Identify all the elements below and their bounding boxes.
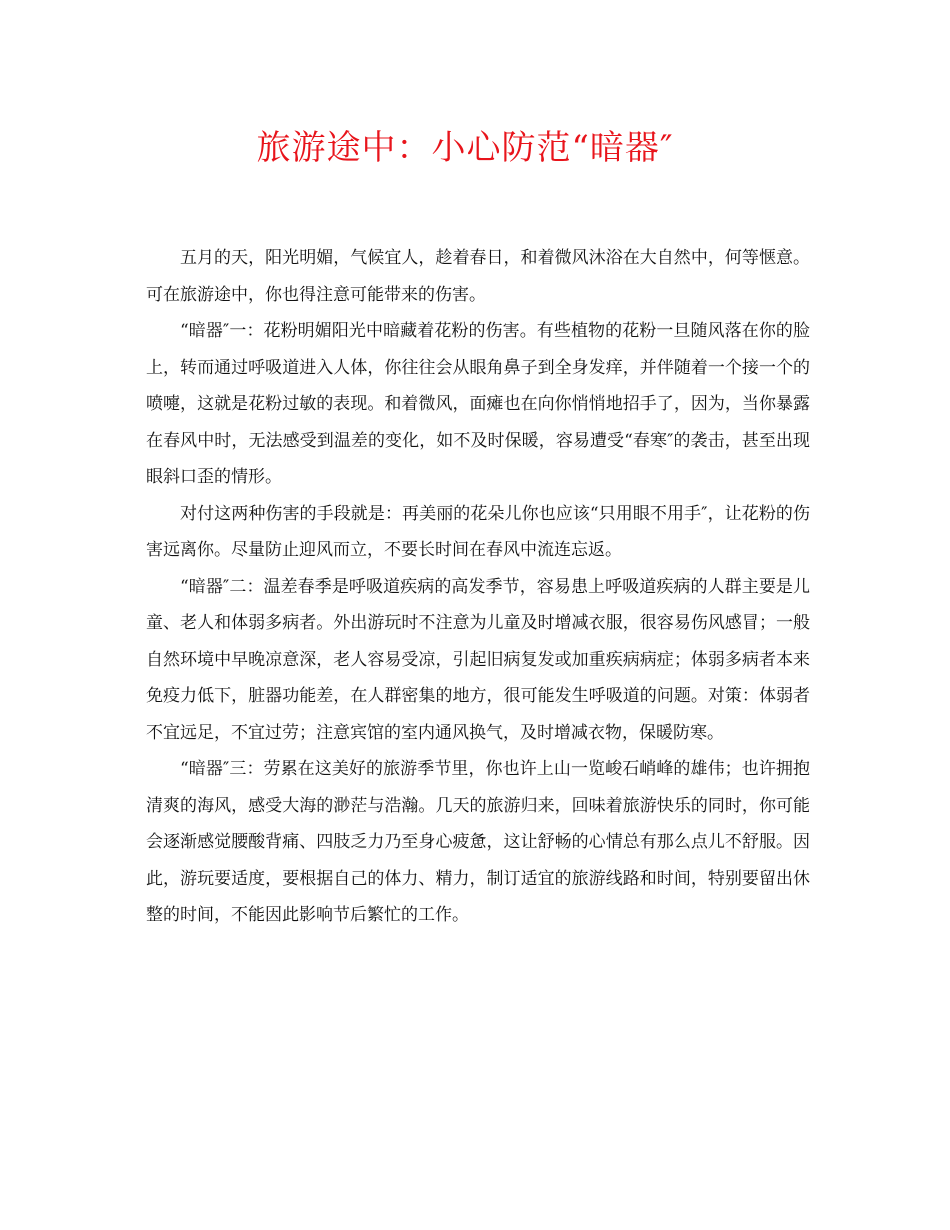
document-title: 旅游途中：小心防范“暗器″	[256, 128, 674, 168]
paragraph-hazard-one-pollen: “暗器″一：花粉明媚阳光中暗藏着花粉的伤害。有些植物的花粉一旦随风落在你的脸上，转而通过呼吸道进入人体，你往往会从眼角鼻子到全身发痒，并伴随着一个接一个的喷嚏，这就是花粉过敏的表现。和着微风，面瘫也在向你悄悄地招手了，因为，当你暴露在春风中时，无法感受到温差的变化，如不及时保暖，容易遭受“春寒″的袭击，甚至出现眼斜口歪的情形。	[146, 321, 810, 487]
paragraph-intro: 五月的天，阳光明媚，气候宜人，趁着春日，和着微风沐浴在大自然中，何等惬意。可在旅游途中，你也得注意可能带来的伤害。	[146, 248, 810, 305]
paragraph-hazard-three-fatigue: “暗器″三：劳累在这美好的旅游季节里，你也许上山一览峻石峭峰的雄伟；也许拥抱清爽的海风，感受大海的渺茫与浩瀚。几天的旅游归来，回味着旅游快乐的同时，你可能会逐渐感觉腰酸背痛、四肢乏力乃至身心疲惫，这让舒畅的心情总有那么点儿不舒服。因此，游玩要适度，要根据自己的体力、精力，制订适宜的旅游线路和时间，特别要留出休整的时间，不能因此影响节后繁忙的工作。	[146, 759, 810, 925]
document-body	[146, 240, 810, 934]
paragraph-hazard-two-temperature: “暗器″二：温差春季是呼吸道疾病的高发季节，容易患上呼吸道疾病的人群主要是儿童、老人和体弱多病者。外出游玩时不注意为儿童及时增减衣服，很容易伤风感冒；一般自然环境中早晚凉意深，老人容易受凉，引起旧病复发或加重疾病病症；体弱多病者本来免疫力低下，脏器功能差，在人群密集的地方，很可能发生呼吸道的问题。对策：体弱者不宜远足，不宜过劳；注意宾馆的室内通风换气，及时增减衣物，保暖防寒。	[146, 576, 810, 743]
paragraph-countermeasures: 对付这两种伤害的手段就是：再美丽的花朵儿你也应该“只用眼不用手″，让花粉的伤害远离你。尽量防止迎风而立，不要长时间在春风中流连忘返。	[146, 503, 810, 560]
